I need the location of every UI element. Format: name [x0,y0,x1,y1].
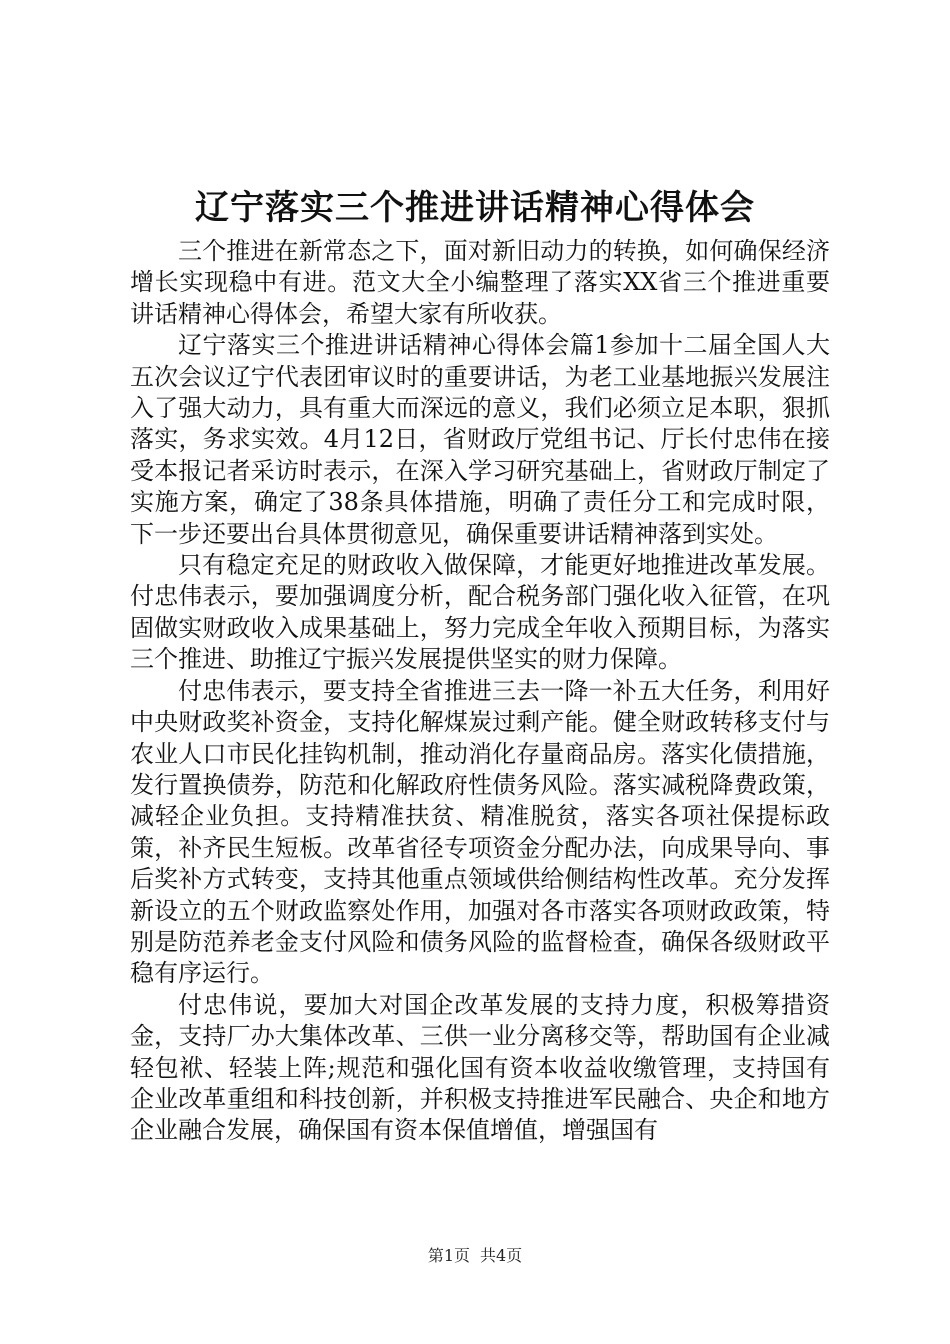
document-body [130,236,830,1147]
page-total: 共4页 [480,1246,523,1265]
page-footer [0,1245,950,1267]
paragraph: 付忠伟表示，要支持全省推进三去一降一补五大任务，利用好中央财政奖补资金，支持化解煤炭过剩产能。健全财政转移支付与农业人口市民化挂钩机制，推动消化存量商品房。落实化债措施，发行置换债券，防范和化解政府性债务风险。落实减税降费政策，减轻企业负担。支持精准扶贫、精准脱贫，落实各项社保提标政策，补齐民生短板。改革省径专项资金分配办法，向成果导向、事后奖补方式转变，支持其他重点领域供给侧结构性改革。充分发挥新设立的五个财政监察处作用，加强对各市落实各项财政政策，特别是防范养老金支付风险和债务风险的监督检查，确保各级财政平稳有序运行。 [130,676,830,988]
page-number: 第1页 [427,1246,470,1265]
paragraph: 只有稳定充足的财政收入做保障，才能更好地推进改革发展。付忠伟表示，要加强调度分析，配合税务部门强化收入征管，在巩固做实财政收入成果基础上，努力完成全年收入预期目标，为落实三个推进、助推辽宁振兴发展提供坚实的财力保障。 [130,551,830,674]
document-title: 辽宁落实三个推进讲话精神心得体会 [195,188,755,228]
paragraph: 三个推进在新常态之下，面对新旧动力的转换，如何确保经济增长实现稳中有进。范文大全小编整理了落实XX省三个推进重要讲话精神心得体会，希望大家有所收获。 [130,237,830,328]
paragraph: 辽宁落实三个推进讲话精神心得体会篇1参加十二届全国人大五次会议辽宁代表团审议时的重要讲话，为老工业基地振兴发展注入了强大动力，具有重大而深远的意义，我们必须立足本职，狠抓落实，务求实效。4月12日，省财政厅党组书记、厅长付忠伟在接受本报记者采访时表示，在深入学习研究基础上，省财政厅制定了实施方案，确定了38条具体措施，明确了责任分工和完成时限，下一步还要出台具体贯彻意见，确保重要讲话精神落到实处。 [130,331,830,548]
paragraph: 付忠伟说，要加大对国企改革发展的支持力度，积极筹措资金，支持厂办大集体改革、三供一业分离移交等，帮助国有企业减轻包袱、轻装上阵;规范和强化国有资本收益收缴管理，支持国有企业改革重组和科技创新，并积极支持推进军民融合、央企和地方企业融合发展，确保国有资本保值增值，增强国有 [130,990,830,1145]
